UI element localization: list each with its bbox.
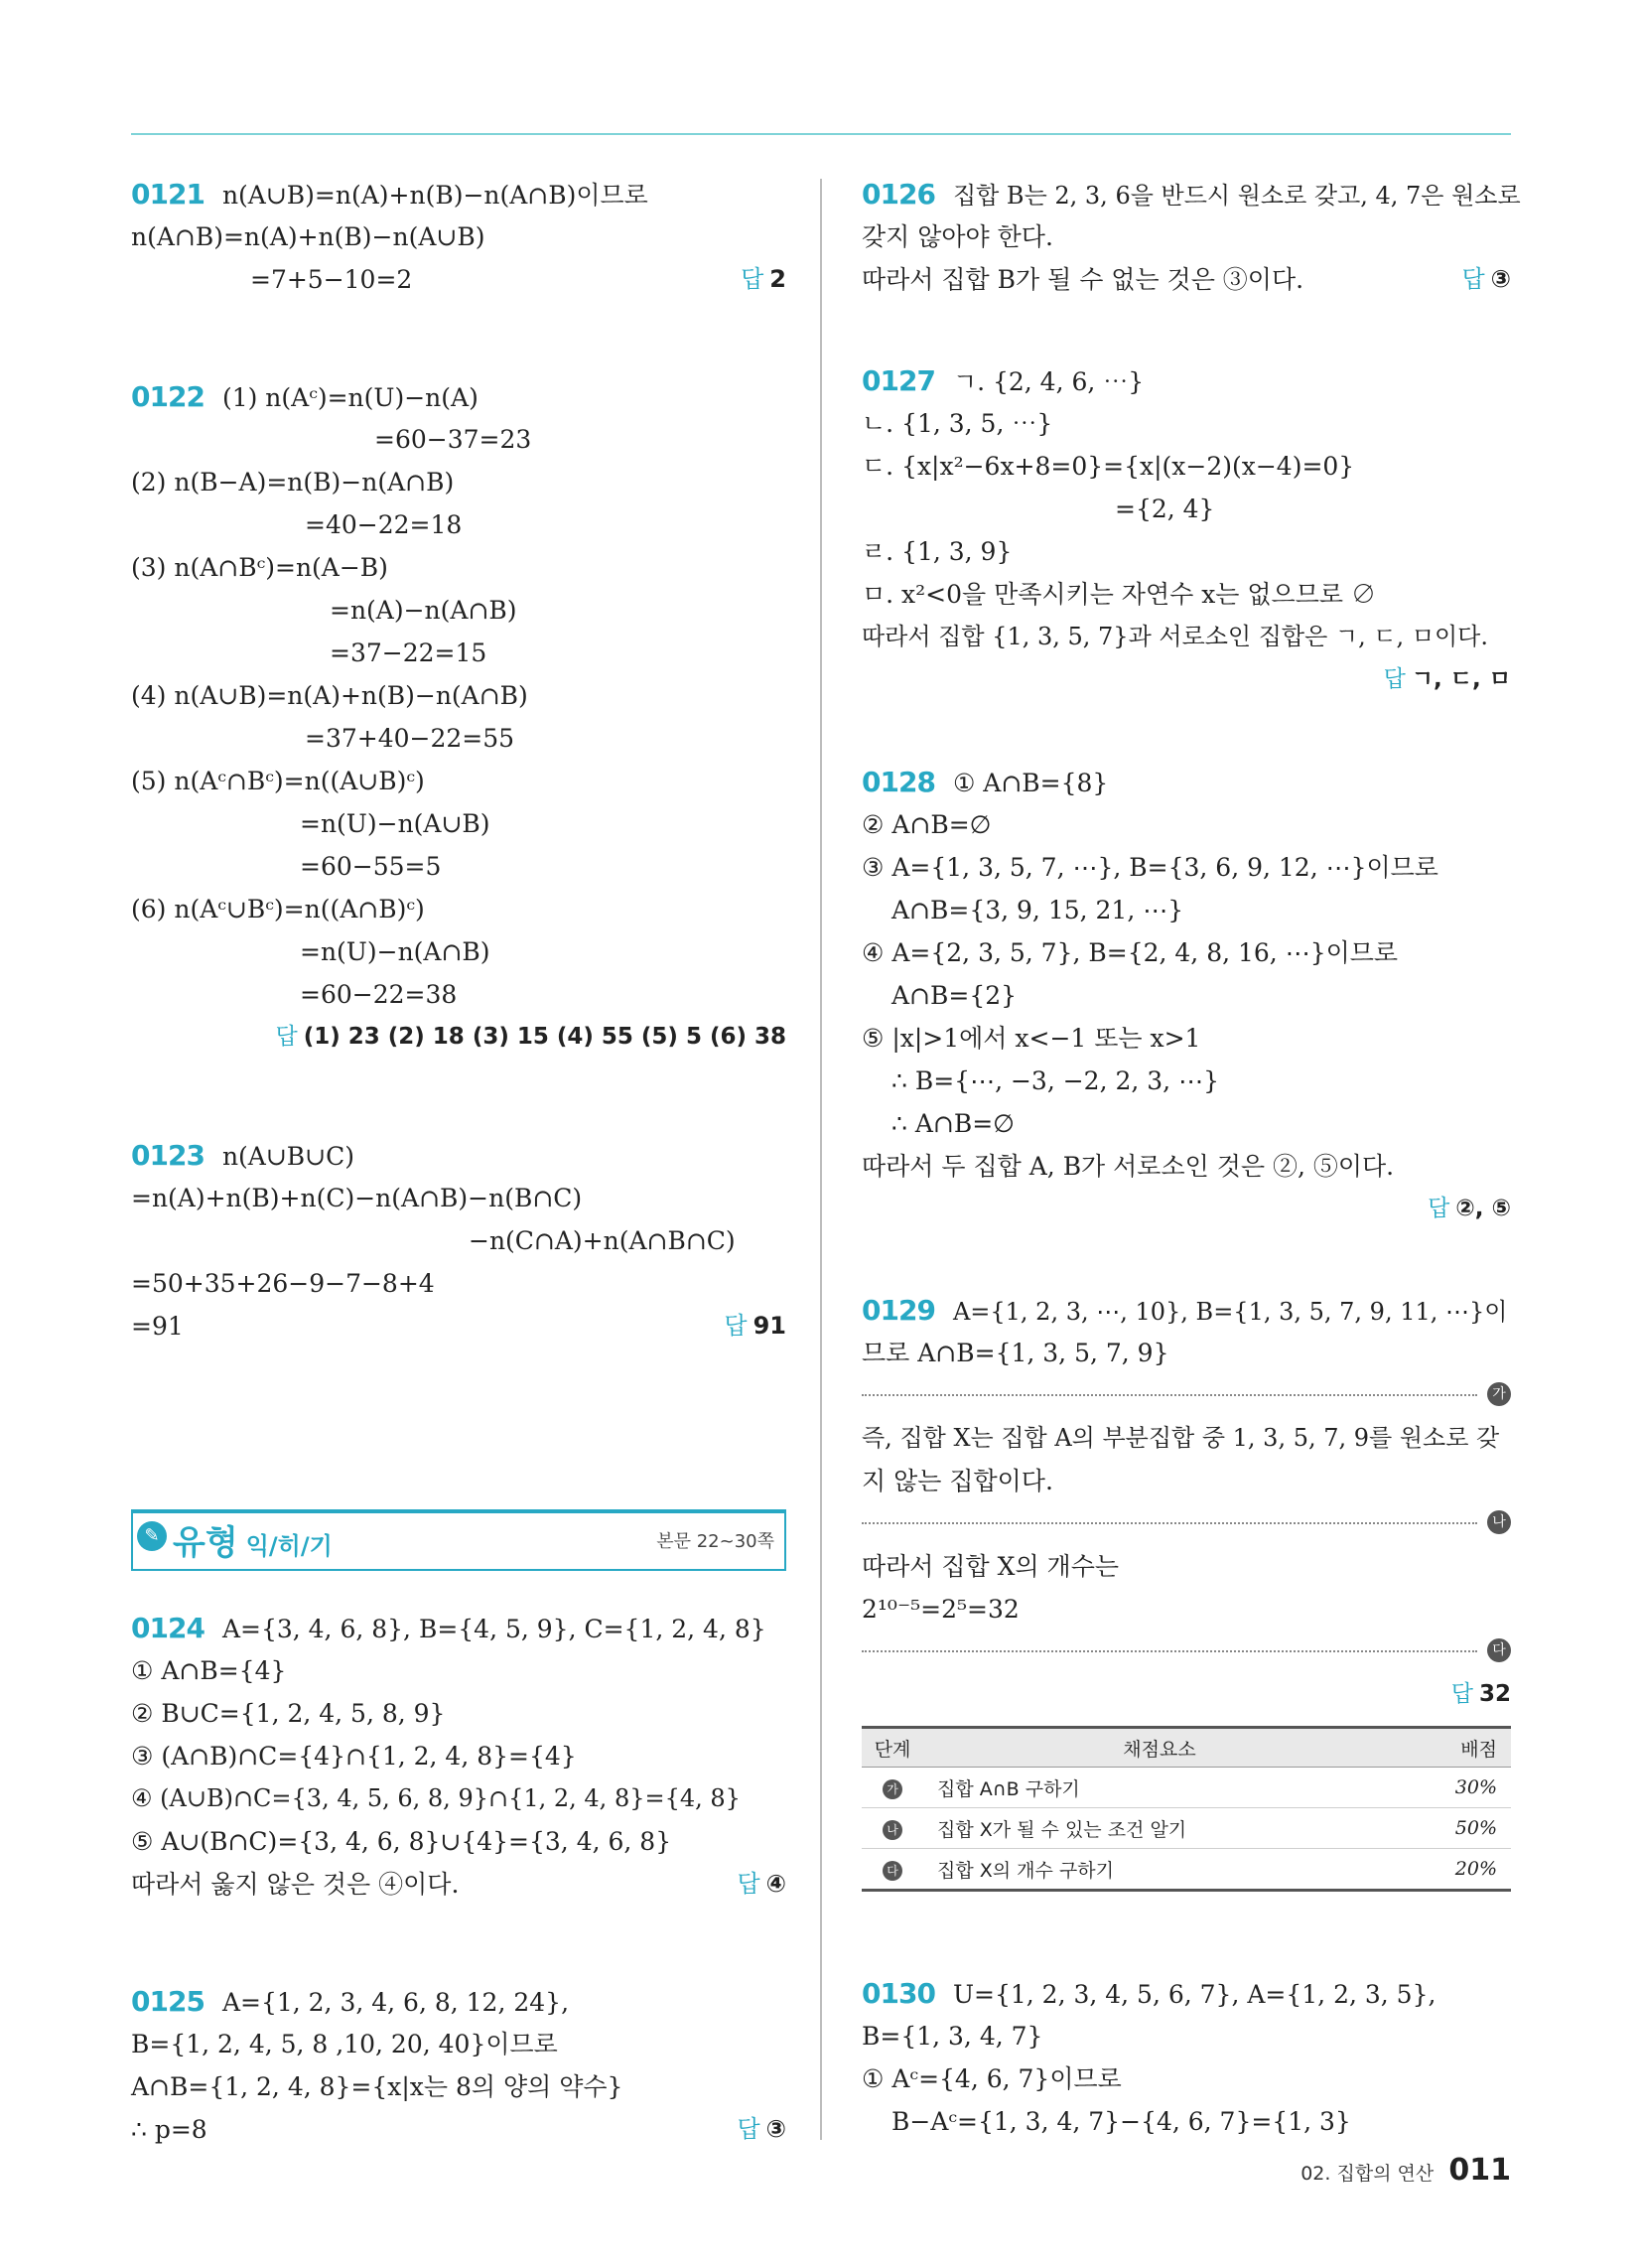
problem-0121 [131, 173, 786, 301]
section-title: 유형 익/히/기 [173, 1523, 333, 1563]
problem-0124 [131, 1607, 786, 1906]
solution-line: 따라서 집합 B가 될 수 없는 것은 ③이다. [862, 265, 1304, 294]
solution-line: =60−55=5 [300, 852, 442, 881]
step-mark: 다 [1487, 1638, 1511, 1662]
solution-line: (2) n(B−A)=n(B)−n(A∩B) [131, 468, 455, 496]
solution-line: 집합 B는 2, 3, 6을 반드시 원소로 갖고, 4, 7은 원소로 [952, 182, 1521, 210]
table-row [862, 1768, 1511, 1808]
solution-line: =60−37=23 [374, 425, 532, 454]
solution-line: A∩B={2} [891, 981, 1018, 1010]
problem-number: 0122 [131, 380, 205, 413]
solution-line: =n(A)−n(A∩B) [330, 596, 517, 625]
solution-line: 따라서 옳지 않은 것은 ④이다. [131, 1870, 460, 1899]
solution-line: n(A∩B)=n(A)+n(B)−n(A∪B) [131, 222, 485, 251]
section-header [131, 1509, 786, 1571]
solution-line: B={1, 2, 4, 5, 8 ,10, 20, 40}이므로 [131, 2030, 558, 2058]
table-header: 단계 [862, 1728, 923, 1768]
solution-line: A={3, 4, 6, 8}, B={4, 5, 9}, C={1, 2, 4, 8} [221, 1615, 766, 1643]
solution-line: n(A∪B∪C) [221, 1142, 354, 1171]
answer: 답 ②, ⑤ [1428, 1196, 1511, 1221]
problem-number: 0124 [131, 1612, 205, 1644]
problem-number: 0125 [131, 1985, 205, 2018]
solution-line: 따라서 집합 {1, 3, 5, 7}과 서로소인 집합은 ㄱ, ㄷ, ㅁ이다. [862, 623, 1488, 650]
solution-line: ∴ A∩B=∅ [891, 1109, 1015, 1138]
problem-0126 [862, 173, 1521, 301]
solution-line: (5) n(Aᶜ∩Bᶜ)=n((A∪B)ᶜ) [131, 767, 425, 795]
solution-line: (1) n(Aᶜ)=n(U)−n(A) [221, 383, 479, 412]
problem-0127 [862, 359, 1511, 701]
scoring-table [862, 1726, 1511, 1892]
solution-line: ④ (A∪B)∩C={3, 4, 5, 6, 8, 9}∩{1, 2, 4, 8}={4, 8} [131, 1784, 741, 1812]
solution-line: ㄴ. {1, 3, 5, ⋯} [862, 409, 1053, 438]
problem-0123 [131, 1134, 786, 1347]
problem-0128 [862, 761, 1511, 1230]
solution-line: =n(U)−n(A∪B) [300, 809, 490, 838]
column-divider [820, 179, 822, 2140]
step-mark: 나 [883, 1820, 902, 1840]
solution-line: ① A∩B={8} [952, 769, 1109, 797]
solution-line: ={2, 4} [1115, 495, 1215, 523]
answer: 답 ③ [737, 2115, 786, 2143]
table-header: 채점요소 [923, 1728, 1397, 1768]
step-divider [862, 1502, 1511, 1545]
step-mark: 다 [883, 1861, 902, 1881]
solution-line: ∴ p=8 [131, 2115, 207, 2144]
step-divider [862, 1374, 1511, 1417]
problem-0125 [131, 1980, 786, 2151]
solution-line: 갖지 않아야 한다. [862, 222, 1053, 251]
step-mark: 나 [1487, 1510, 1511, 1534]
table-cell: 집합 X가 될 수 있는 조건 알기 [923, 1808, 1397, 1849]
chapter-title: 02. 집합의 연산 [1300, 2163, 1435, 2185]
solution-line: A∩B={3, 9, 15, 21, ⋯} [891, 896, 1184, 924]
solution-line: ⑤ A∪(B∩C)={3, 4, 6, 8}∪{4}={3, 4, 6, 8} [131, 1827, 672, 1856]
table-cell: 50% [1397, 1808, 1511, 1849]
table-cell: 30% [1397, 1768, 1511, 1808]
solution-line: B={1, 3, 4, 7} [862, 2022, 1043, 2051]
table-cell: 집합 X의 개수 구하기 [923, 1849, 1397, 1891]
problem-0122 [131, 375, 786, 1059]
solution-line: (4) n(A∪B)=n(A)+n(B)−n(A∩B) [131, 681, 528, 710]
answer: 답 ㄱ, ㄷ, ㅁ [1383, 666, 1511, 692]
solution-line: ③ (A∩B)∩C={4}∩{1, 2, 4, 8}={4} [131, 1742, 577, 1771]
top-rule [131, 133, 1511, 135]
solution-line: −n(C∩A)+n(A∩B∩C) [469, 1226, 736, 1255]
page-footer [1300, 2153, 1511, 2188]
solution-line: ㄷ. {x|x²−6x+8=0}={x|(x−2)(x−4)=0} [862, 452, 1355, 481]
solution-line: =91 [131, 1312, 184, 1341]
solution-line: ㄹ. {1, 3, 9} [862, 537, 1013, 566]
problem-number: 0130 [862, 1977, 935, 2010]
step-mark: 가 [1487, 1382, 1511, 1406]
solution-line: =40−22=18 [305, 510, 463, 539]
table-row [862, 1849, 1511, 1891]
solution-line: ④ A={2, 3, 5, 7}, B={2, 4, 8, 16, ⋯}이므로 [862, 938, 1399, 967]
table-cell: 20% [1397, 1849, 1511, 1891]
solution-line: =37+40−22=55 [305, 724, 515, 753]
solution-line: ∴ B={⋯, −3, −2, 2, 3, ⋯} [891, 1066, 1219, 1095]
solution-line: ⑤ |x|>1에서 x<−1 또는 x>1 [862, 1024, 1201, 1053]
solution-line: ① A∩B={4} [131, 1656, 287, 1685]
problem-number: 0129 [862, 1294, 935, 1327]
problem-number: 0126 [862, 178, 935, 211]
table-cell: 집합 A∩B 구하기 [923, 1768, 1397, 1808]
answer: 답 32 [1450, 1681, 1511, 1707]
solution-line: ㅁ. x²<0을 만족시키는 자연수 x는 없으므로 ∅ [862, 580, 1376, 609]
solution-line: 따라서 두 집합 A, B가 서로소인 것은 ②, ⑤이다. [862, 1152, 1395, 1181]
answer: 답 ④ [737, 1870, 786, 1898]
table-header: 배점 [1397, 1728, 1511, 1768]
step-divider [862, 1630, 1511, 1673]
solution-line: (6) n(Aᶜ∪Bᶜ)=n((A∩B)ᶜ) [131, 895, 425, 923]
problem-number: 0127 [862, 364, 935, 397]
solution-line: A={1, 2, 3, ⋯, 10}, B={1, 3, 5, 7, 9, 11, ⋯}이 [952, 1298, 1508, 1326]
solution-line: A∩B={1, 2, 4, 8}={x|x는 8의 양의 약수} [131, 2072, 623, 2101]
solution-line: =n(U)−n(A∩B) [300, 937, 490, 966]
answer: 답 91 [724, 1312, 786, 1340]
solution-line: =60−22=38 [300, 980, 458, 1009]
problem-0130 [862, 1972, 1511, 2143]
answer: 답 (1) 23 (2) 18 (3) 15 (4) 55 (5) 5 (6) 38 [275, 1024, 786, 1050]
solution-line: ② A∩B=∅ [862, 810, 992, 839]
solution-line: ㄱ. {2, 4, 6, ⋯} [952, 367, 1145, 396]
problem-number: 0128 [862, 766, 935, 798]
solution-line: (3) n(A∩Bᶜ)=n(A−B) [131, 553, 388, 582]
answer: 답 ③ [1461, 265, 1511, 293]
solution-line: A={1, 2, 3, 4, 6, 8, 12, 24}, [221, 1988, 570, 2017]
problem-0129 [862, 1289, 1511, 1716]
solution-line: 므로 A∩B={1, 3, 5, 7, 9} [862, 1339, 1169, 1367]
step-mark: 가 [883, 1779, 902, 1799]
solution-line: ② B∪C={1, 2, 4, 5, 8, 9} [131, 1699, 446, 1728]
solution-line: =37−22=15 [330, 638, 487, 667]
solution-line: 따라서 집합 X의 개수는 [862, 1552, 1119, 1581]
solution-line: ③ A={1, 3, 5, 7, ⋯}, B={3, 6, 9, 12, ⋯}이므로 [862, 853, 1438, 882]
answer: 답 2 [741, 265, 786, 293]
solution-line: B−Aᶜ={1, 3, 4, 7}−{4, 6, 7}={1, 3} [891, 2107, 1351, 2136]
solution-line: =n(A)+n(B)+n(C)−n(A∩B)−n(B∩C) [131, 1184, 583, 1212]
solution-line: ① Aᶜ={4, 6, 7}이므로 [862, 2064, 1122, 2093]
page-number: 011 [1448, 2153, 1511, 2188]
solution-line: 즉, 집합 X는 집합 A의 부분집합 중 1, 3, 5, 7, 9를 원소로 갖 [862, 1424, 1500, 1452]
solution-line: =50+35+26−9−7−8+4 [131, 1269, 435, 1298]
solution-line: n(A∪B)=n(A)+n(B)−n(A∩B)이므로 [221, 181, 648, 210]
problem-number: 0121 [131, 178, 205, 211]
solution-line: U={1, 2, 3, 4, 5, 6, 7}, A={1, 2, 3, 5}, [952, 1980, 1437, 2009]
table-row [862, 1808, 1511, 1849]
page-reference: 본문 22~30쪽 [656, 1531, 774, 1552]
pencil-icon: ✎ [137, 1521, 167, 1551]
problem-number: 0123 [131, 1139, 205, 1172]
solution-line: 2¹⁰⁻⁵=2⁵=32 [862, 1595, 1020, 1624]
solution-line: 지 않는 집합이다. [862, 1467, 1053, 1495]
solution-line: =7+5−10=2 [250, 265, 413, 294]
